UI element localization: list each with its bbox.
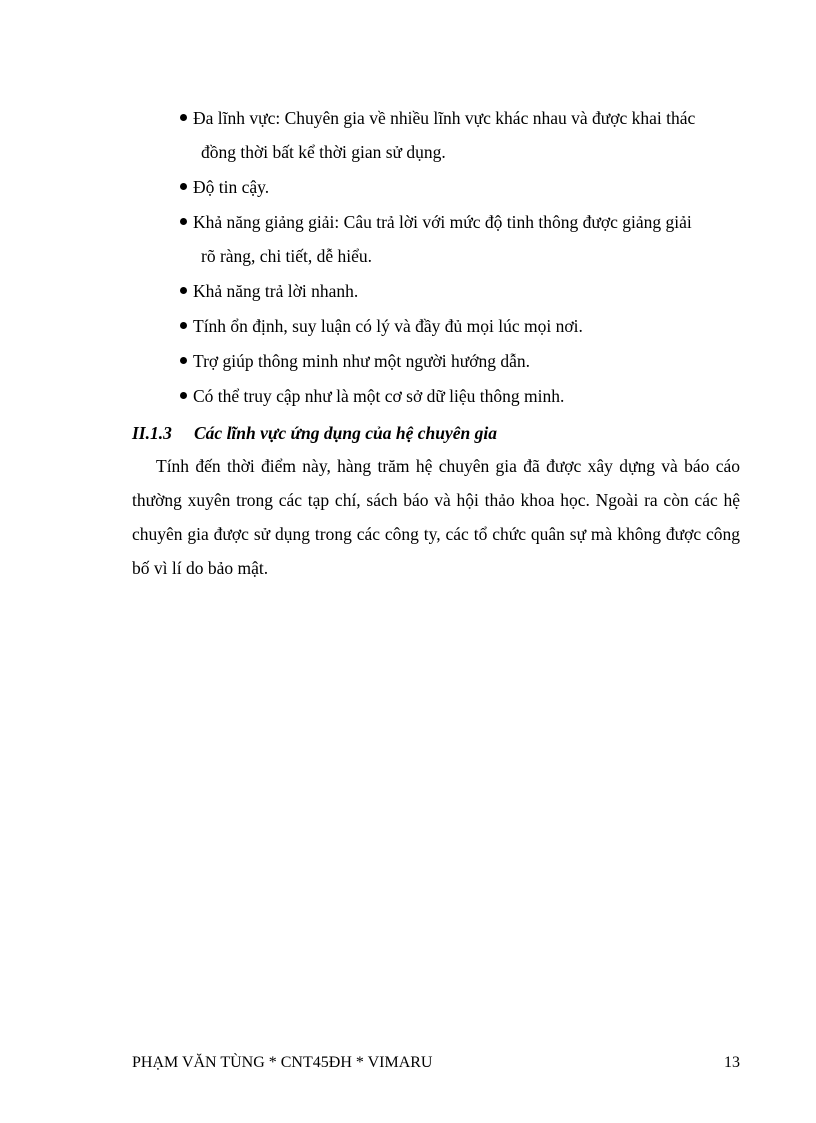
bullet-item [180, 379, 740, 413]
bullet-item [180, 205, 740, 273]
bullet-item [180, 344, 740, 378]
bullet-dot-icon [180, 218, 187, 225]
section-title: Các lĩnh vực ứng dụng của hệ chuyên gia [194, 423, 497, 443]
bullet-dot-icon [180, 322, 187, 329]
bullet-text: Đa lĩnh vực: Chuyên gia về nhiều lĩnh vực khác nhau và được khai thác [193, 108, 696, 128]
bullet-item [180, 309, 740, 343]
feature-bullet-list [180, 101, 740, 414]
bullet-text: Có thể truy cập như là một cơ sở dữ liệu thông minh. [193, 386, 565, 406]
bullet-text: Độ tin cậy. [193, 177, 270, 197]
page-number: 13 [724, 1054, 740, 1071]
bullet-item [180, 274, 740, 308]
body-paragraph: Tính đến thời điểm này, hàng trăm hệ chuyên gia đã được xây dựng và báo cáo thường xuyên trong các tạp chí, sách báo và hội thảo khoa học. Ngoài ra còn các hệ chuyên gia được sử dụng trong các công ty, các tổ chức quân sự mà không được công bố vì lí do bảo mật. [132, 456, 740, 578]
bullet-text: Trợ giúp thông minh như một người hướng dẫn. [193, 351, 531, 371]
bullet-dot-icon [180, 114, 187, 121]
bullet-item [180, 170, 740, 204]
bullet-text-continuation: đồng thời bất kể thời gian sử dụng. [201, 142, 446, 162]
bullet-text: Khả năng giảng giải: Câu trả lời với mức độ tinh thông được giảng giải [193, 212, 692, 232]
bullet-text: Khả năng trả lời nhanh. [193, 281, 359, 301]
section-number: II.1.3 [132, 423, 172, 443]
bullet-dot-icon [180, 287, 187, 294]
bullet-dot-icon [180, 357, 187, 364]
bullet-dot-icon [180, 183, 187, 190]
section-heading [132, 418, 497, 448]
footer-author: PHẠM VĂN TÙNG * CNT45ĐH * VIMARU [132, 1054, 433, 1071]
bullet-dot-icon [180, 392, 187, 399]
bullet-text-continuation: rõ ràng, chi tiết, dễ hiểu. [201, 246, 373, 266]
bullet-item [180, 101, 740, 169]
bullet-text: Tính ổn định, suy luận có lý và đầy đủ mọi lúc mọi nơi. [193, 316, 583, 336]
